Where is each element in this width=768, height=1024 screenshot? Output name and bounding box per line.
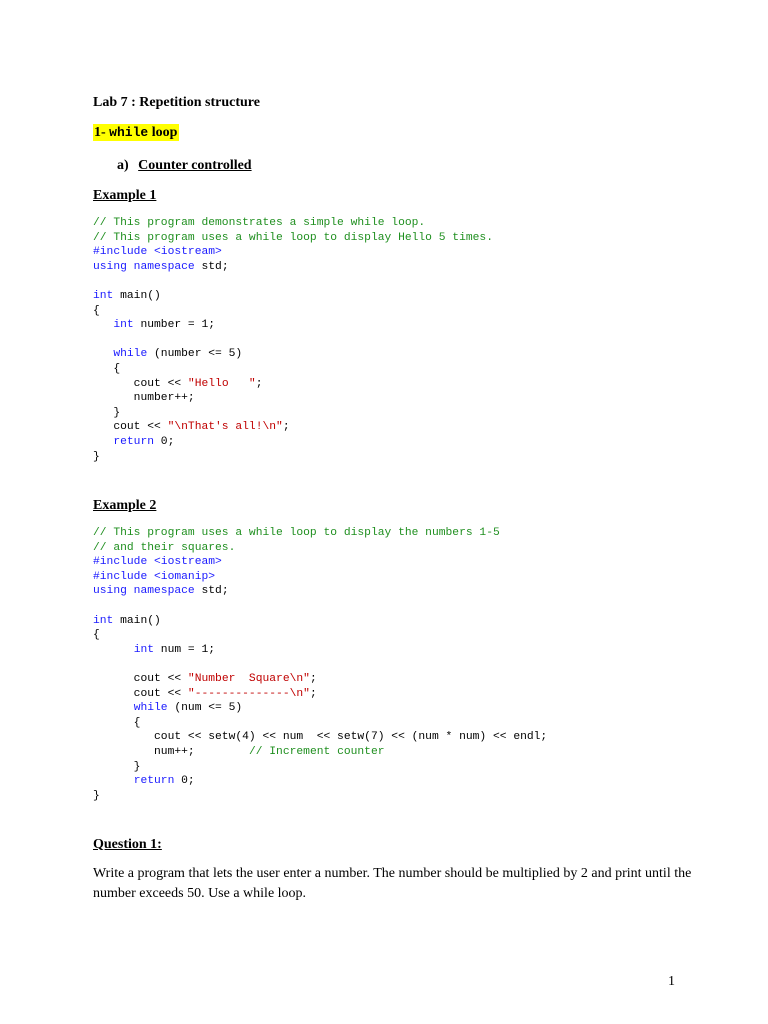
section-heading-while-loop — [93, 125, 179, 141]
code-line — [93, 672, 547, 687]
subsection-label: a) — [117, 158, 129, 173]
code-line — [93, 526, 547, 541]
code-token-plain — [93, 775, 134, 787]
code-line — [93, 289, 493, 304]
code-token-str: "--------------\n" — [187, 687, 310, 700]
code-token-plain: ; — [255, 377, 263, 390]
code-line — [93, 420, 493, 435]
code-token-plain: { — [93, 716, 141, 729]
question1-heading: Question 1: — [93, 837, 162, 852]
code-token-comment: // This program demonstrates a simple while loop. — [93, 217, 426, 229]
code-line — [93, 274, 493, 289]
code-line — [93, 789, 547, 804]
section-number: 1- — [94, 125, 106, 140]
code-token-plain: { — [93, 629, 100, 642]
example1-heading: Example 1 — [93, 188, 157, 203]
code-token-plain: { — [93, 362, 121, 375]
code-line — [93, 377, 493, 392]
page-number: 1 — [668, 974, 675, 989]
code-line — [93, 760, 547, 775]
example1-code-block — [93, 216, 493, 464]
code-token-plain: num++; — [93, 745, 249, 758]
code-token-plain: cout << setw(4) << num << setw(7) << (num * num) << endl; — [93, 731, 548, 744]
code-token-plain: num = 1; — [154, 643, 216, 656]
code-token-kw: int — [113, 319, 134, 332]
code-line — [93, 450, 493, 465]
code-line — [93, 745, 547, 760]
code-line — [93, 687, 547, 702]
code-line — [93, 570, 547, 585]
code-token-plain: std; — [194, 260, 229, 273]
code-line — [93, 304, 493, 319]
code-token-plain: number++; — [93, 392, 195, 405]
code-line — [93, 730, 547, 745]
example2-code-block — [93, 526, 547, 803]
code-token-comment: // This program uses a while loop to display Hello 5 times. — [93, 231, 493, 244]
subsection-title: Counter controlled — [138, 158, 252, 173]
code-token-plain: main() — [113, 289, 161, 302]
code-line — [93, 245, 493, 260]
code-line — [93, 774, 547, 789]
code-line — [93, 347, 493, 362]
code-line — [93, 614, 547, 629]
code-line — [93, 333, 493, 348]
code-token-plain — [93, 644, 134, 656]
code-token-plain: 0; — [154, 435, 175, 448]
code-line — [93, 435, 493, 450]
code-token-plain: (num <= 5) — [167, 702, 243, 715]
code-token-kw: int — [133, 643, 155, 656]
code-line — [93, 391, 493, 406]
subsection-heading — [117, 158, 252, 174]
code-line — [93, 599, 547, 614]
code-token-plain: std; — [194, 585, 229, 598]
code-token-comment: // This program uses a while loop to display the numbers 1-5 — [93, 527, 500, 539]
code-line — [93, 260, 493, 275]
code-token-plain: ; — [309, 672, 317, 685]
code-line — [93, 643, 547, 658]
page-title: Lab 7 : Repetition structure — [93, 95, 260, 110]
code-token-plain: cout << — [93, 377, 188, 390]
code-line — [93, 555, 547, 570]
code-line — [93, 657, 547, 672]
code-token-kw: while — [113, 348, 148, 361]
code-line — [93, 362, 493, 377]
code-line — [93, 231, 493, 246]
code-token-plain — [93, 348, 113, 360]
code-token-plain: } — [93, 760, 141, 773]
code-token-pre: #include <iomanip> — [93, 570, 216, 583]
code-token-pre: #include <iostream> — [93, 246, 222, 259]
code-token-plain: cout << — [93, 421, 168, 434]
code-token-kw: int — [93, 614, 114, 627]
code-token-plain: ; — [309, 687, 317, 700]
code-line — [93, 541, 547, 556]
code-token-plain: cout << — [93, 687, 188, 700]
code-token-plain — [93, 702, 134, 714]
section-highlight — [93, 124, 179, 141]
code-line — [93, 701, 547, 716]
code-token-kw: return — [133, 775, 175, 788]
code-token-plain: } — [93, 789, 100, 802]
code-token-plain: number = 1; — [133, 319, 216, 332]
code-token-str: "Number Square\n" — [187, 672, 310, 685]
code-token-pre: #include <iostream> — [93, 556, 222, 569]
code-token-plain — [93, 319, 113, 331]
code-token-comment: // and their squares. — [93, 541, 236, 554]
code-token-plain: cout << — [93, 672, 188, 685]
code-token-plain: { — [93, 304, 100, 317]
code-line — [93, 584, 547, 599]
code-token-kw: using namespace — [93, 585, 195, 598]
section-rest: loop — [151, 125, 178, 140]
code-line — [93, 628, 547, 643]
code-token-plain — [93, 436, 113, 448]
code-line — [93, 216, 493, 231]
code-token-plain: } — [93, 450, 100, 463]
question1-text: Write a program that lets the user enter a number. The number should be multiplied by 2 and print until the number exceeds 50. Use a while loop. — [93, 866, 692, 901]
example2-heading: Example 2 — [93, 498, 157, 513]
code-token-plain: } — [93, 406, 121, 419]
code-token-plain: 0; — [174, 775, 195, 788]
code-token-kw: int — [93, 289, 114, 302]
code-token-plain: main() — [113, 614, 161, 627]
code-token-plain: ; — [282, 421, 290, 434]
code-token-plain: (number <= 5) — [147, 348, 243, 361]
code-token-comment: // Increment counter — [248, 745, 385, 758]
code-token-str: "\nThat's all!\n" — [167, 421, 283, 434]
code-line — [93, 318, 493, 333]
code-line — [93, 406, 493, 421]
code-token-str: "Hello " — [187, 377, 256, 390]
code-token-kw: while — [133, 702, 168, 715]
code-line — [93, 716, 547, 731]
section-keyword: while — [109, 125, 149, 140]
code-token-kw: return — [113, 435, 155, 448]
code-token-kw: using namespace — [93, 260, 195, 273]
